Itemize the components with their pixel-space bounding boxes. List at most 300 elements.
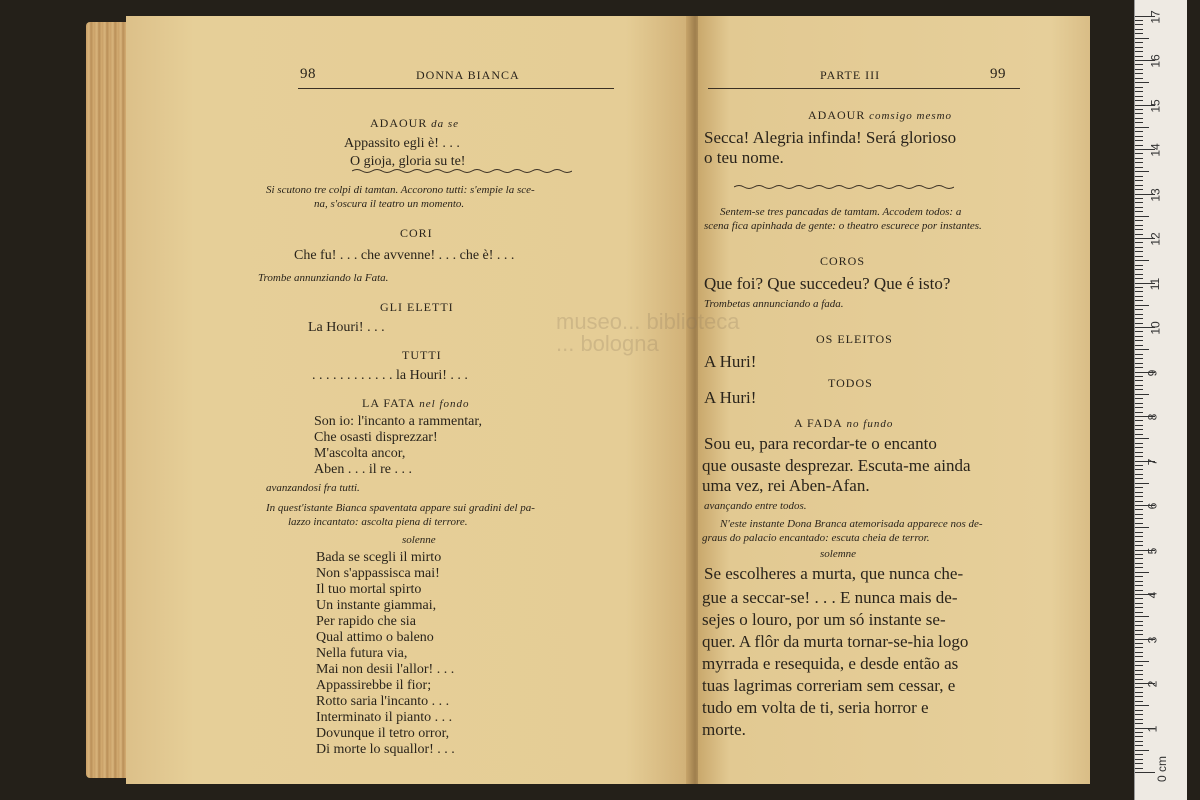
ruler-tick: [1135, 492, 1143, 493]
right-page-number: 99: [990, 66, 1006, 82]
text-line: [316, 582, 421, 598]
ruler-number: 8: [1145, 413, 1160, 421]
ruler-tick: [1135, 496, 1143, 497]
text-line: [266, 184, 535, 196]
ruler-tick: [1135, 652, 1143, 653]
text-line: [316, 598, 436, 614]
ruler-tick: [1135, 572, 1149, 573]
ruler-number: 5: [1145, 547, 1160, 554]
ruler-number: 11: [1148, 277, 1163, 290]
line-stage-direction: da se: [427, 118, 460, 130]
ruler-tick: [1135, 24, 1143, 25]
right-header-rule: [708, 88, 1020, 89]
ruler-tick: [1135, 358, 1143, 359]
line-text: scena fica apinhada de gente: o theatro escurece por instantes.: [704, 220, 982, 232]
right-page: [698, 16, 1090, 784]
ruler-tick: [1135, 532, 1143, 533]
text-line: [702, 588, 957, 608]
ruler-tick: [1135, 438, 1149, 439]
ruler-tick: [1135, 176, 1143, 177]
line-text: Sou eu, para recordar-te o encanto: [704, 434, 937, 453]
text-line: [794, 416, 893, 431]
ruler-tick: [1135, 590, 1143, 591]
text-line: [380, 300, 454, 315]
ruler-tick: [1135, 113, 1143, 114]
ruler-tick: [1135, 242, 1143, 243]
line-text: Appassirebbe il fior;: [316, 678, 432, 693]
ruler-tick: [1135, 465, 1143, 466]
text-line: [316, 694, 449, 710]
ruler-tick: [1135, 759, 1143, 760]
line-text: Il tuo mortal spirto: [316, 582, 422, 597]
ruler-tick: [1135, 710, 1143, 711]
text-line: [316, 646, 407, 662]
text-line: [314, 446, 405, 462]
ruler-tick: [1135, 118, 1143, 119]
ruler-tick: [1135, 260, 1149, 261]
line-text: A Huri!: [704, 352, 757, 371]
ruler-tick: [1135, 558, 1143, 559]
line-text: sejes o louro, por um só instante se-: [702, 610, 946, 629]
line-text: tuas lagrimas correriam sem cessar, e: [702, 676, 956, 695]
text-line: [316, 742, 455, 758]
ruler-tick: [1135, 541, 1143, 542]
ruler-tick: [1135, 567, 1143, 568]
text-line: [704, 128, 956, 148]
text-line: [314, 430, 438, 446]
ruler-tick: [1135, 443, 1143, 444]
text-line: [816, 332, 893, 347]
line-text: N'este instante Dona Branca atemorisada apparece nos de-: [720, 518, 983, 530]
line-text: gue a seccar-se! . . . E nunca mais de-: [702, 588, 958, 607]
ruler-tick: [1135, 211, 1143, 212]
ruler-tick: [1135, 630, 1143, 631]
ruler-tick: [1135, 82, 1149, 83]
text-line: [704, 388, 756, 408]
line-text: que ousaste desprezar. Escuta-me ainda: [702, 456, 971, 475]
line-text: Trombetas annunciando a fada.: [704, 298, 844, 310]
ruler-tick: [1135, 612, 1143, 613]
ruler-tick: [1135, 478, 1143, 479]
ruler-tick: [1135, 394, 1149, 395]
ruler-tick: [1135, 256, 1143, 257]
text-line: [828, 376, 873, 391]
ruler-tick: [1135, 122, 1143, 123]
line-text: Di morte lo squallor! . . .: [316, 742, 455, 757]
ruler-tick: [1135, 153, 1143, 154]
ruler-tick: [1135, 131, 1143, 132]
ruler-tick: [1135, 140, 1143, 141]
line-text: tudo em volta de ti, seria horror e: [702, 698, 929, 717]
line-text: o teu nome.: [704, 148, 784, 167]
right-running-head: PARTE III: [820, 68, 881, 82]
ruler-tick: [1135, 487, 1143, 488]
ruler-tick: [1135, 598, 1143, 599]
ruler-tick: [1135, 225, 1143, 226]
ruler-tick: [1135, 185, 1143, 186]
right-ornament-rule: [734, 184, 954, 190]
text-line: [362, 396, 470, 411]
text-line: [316, 566, 440, 582]
ruler-tick: [1135, 20, 1143, 21]
text-line: [314, 198, 464, 210]
ruler-tick: [1135, 345, 1143, 346]
ruler-tick: [1135, 296, 1143, 297]
ruler-number: 9: [1145, 369, 1160, 376]
ruler-tick: [1135, 736, 1143, 737]
line-text: Un instante giammai,: [316, 598, 437, 613]
ruler-tick: [1135, 42, 1143, 43]
ruler-tick: [1135, 300, 1143, 301]
ruler-tick: [1135, 51, 1143, 52]
ruler-tick: [1135, 87, 1143, 88]
ruler-tick: [1135, 287, 1143, 288]
ruler-tick: [1135, 145, 1143, 146]
text-line: [316, 614, 416, 630]
open-book: [86, 16, 1086, 784]
line-text: Secca! Alegria infinda! Será glorioso: [704, 128, 957, 147]
ruler-tick: [1135, 518, 1143, 519]
line-text: ADAOUR: [808, 108, 866, 122]
ruler-tick: [1135, 679, 1143, 680]
ruler-tick: [1135, 109, 1143, 110]
ruler-tick: [1135, 69, 1143, 70]
line-text: solenne: [402, 534, 436, 546]
line-text: Aben . . . il re . . .: [314, 462, 412, 477]
ruler-tick: [1135, 665, 1143, 666]
ruler-tick: [1135, 247, 1143, 248]
text-line: [808, 108, 952, 123]
text-line: [702, 476, 870, 496]
ruler-tick: [1135, 527, 1149, 528]
ruler-tick: [1135, 656, 1143, 657]
ruler-number: 1: [1145, 725, 1160, 732]
text-line: [316, 630, 434, 646]
text-line: [294, 248, 514, 264]
line-text: morte.: [702, 720, 746, 739]
line-text: Interminato il pianto . . .: [316, 710, 453, 725]
ruler-tick: [1135, 198, 1143, 199]
ruler-tick: [1135, 78, 1143, 79]
line-text: Se escolheres a murta, que nunca che-: [704, 564, 964, 583]
ruler-tick: [1135, 581, 1143, 582]
text-line: [314, 462, 412, 478]
line-text: myrrada e resequida, e desde então as: [702, 654, 959, 673]
line-text: Non s'appassisca mai!: [316, 566, 440, 581]
ruler-tick: [1135, 38, 1149, 39]
ruler-tick: [1135, 73, 1143, 74]
ruler-tick: [1135, 398, 1143, 399]
line-text: Per rapido che sia: [316, 614, 416, 629]
ruler-tick: [1135, 536, 1143, 537]
ruler-tick: [1135, 251, 1143, 252]
line-text: na, s'oscura il teatro un momento.: [314, 198, 465, 210]
text-line: [258, 272, 388, 284]
ruler-tick: [1135, 96, 1143, 97]
text-line: [704, 274, 950, 294]
ruler-tick: [1135, 403, 1143, 404]
line-text: Si scutono tre colpi di tamtan. Accorono tutti: s'empie la sce-: [266, 184, 535, 196]
text-line: [308, 320, 385, 336]
ruler-tick: [1135, 407, 1143, 408]
text-line: [402, 534, 436, 546]
line-text: Trombe annunziando la Fata.: [258, 272, 389, 284]
ruler-tick: [1135, 340, 1143, 341]
line-stage-direction: comsigo mesmo: [865, 110, 953, 122]
line-text: TODOS: [828, 376, 873, 390]
ruler-tick: [1135, 585, 1143, 586]
ruler-tick: [1135, 385, 1143, 386]
ruler-tick: [1135, 220, 1143, 221]
ruler-tick: [1135, 167, 1143, 168]
text-line: [704, 500, 807, 512]
ruler-tick: [1135, 278, 1143, 279]
ruler-tick: [1135, 554, 1143, 555]
ruler-tick: [1135, 603, 1143, 604]
ruler-tick: [1135, 687, 1143, 688]
ruler-number: 4: [1145, 591, 1160, 599]
ruler-tick: [1135, 750, 1149, 751]
ruler-tick: [1135, 772, 1155, 773]
ruler-tick: [1135, 47, 1143, 48]
line-text: O gioja, gloria su te!: [350, 154, 466, 169]
ruler-tick: [1135, 474, 1143, 475]
library-watermark: [556, 311, 739, 355]
line-text: M'ascolta ancor,: [314, 446, 406, 461]
line-text: avançando entre todos.: [704, 500, 807, 512]
ruler-tick: [1135, 469, 1143, 470]
line-text: Rotto saria l'incanto . . .: [316, 694, 450, 709]
ruler-tick: [1135, 269, 1143, 270]
left-page: [126, 16, 694, 784]
line-text: Qual attimo o baleno: [316, 630, 434, 645]
ruler-tick: [1135, 625, 1143, 626]
line-text: OS ELEITOS: [816, 332, 893, 346]
ruler-tick: [1135, 189, 1143, 190]
ruler-tick: [1135, 643, 1143, 644]
ruler-tick: [1135, 616, 1149, 617]
ruler-tick: [1135, 127, 1149, 128]
text-line: [316, 710, 452, 726]
ruler-tick: [1135, 452, 1143, 453]
text-line: [344, 136, 460, 152]
ruler-tick: [1135, 719, 1143, 720]
line-text: lazzo incantato: ascolta piena di terrore.: [288, 516, 468, 528]
text-line: [266, 502, 535, 514]
line-text: LA FATA: [362, 396, 416, 410]
ruler-tick: [1135, 389, 1143, 390]
line-text: Son io: l'incanto a rammentar,: [314, 414, 482, 429]
ruler-tick: [1135, 100, 1143, 101]
ruler-tick: [1135, 229, 1143, 230]
line-text: La Houri! . . .: [308, 320, 385, 335]
text-line: [704, 564, 963, 584]
ruler-number: 15: [1148, 98, 1163, 113]
ruler-tick: [1135, 674, 1143, 675]
ruler-tick: [1135, 670, 1143, 671]
ruler-tick: [1135, 456, 1143, 457]
ruler-tick: [1135, 162, 1143, 163]
text-line: [702, 610, 946, 630]
line-text: Nella futura via,: [316, 646, 408, 661]
line-text: quer. A flôr da murta tornar-se-hia logo: [702, 632, 969, 651]
text-line: [704, 148, 784, 168]
ruler-tick: [1135, 745, 1143, 746]
text-line: [314, 414, 482, 430]
ruler-tick: [1135, 696, 1143, 697]
ruler-number: 3: [1145, 636, 1160, 643]
ruler-tick: [1135, 367, 1143, 368]
ruler-tick: [1135, 501, 1143, 502]
left-ornament-rule: [352, 168, 572, 174]
text-line: [312, 368, 468, 384]
text-line: [702, 532, 930, 544]
text-line: [370, 116, 459, 131]
line-stage-direction: no fundo: [842, 418, 894, 430]
measuring-ruler: [1134, 0, 1187, 800]
text-line: [316, 726, 449, 742]
ruler-number: 14: [1148, 143, 1163, 157]
ruler-tick: [1135, 647, 1143, 648]
ruler-tick: [1135, 514, 1143, 515]
ruler-tick: [1135, 158, 1143, 159]
text-line: [702, 456, 971, 476]
left-header-rule: [298, 88, 614, 89]
text-line: [316, 550, 441, 566]
line-text: ADAOUR: [370, 116, 428, 130]
text-line: [720, 518, 983, 530]
ruler-number: 7: [1145, 458, 1160, 465]
line-text: A Huri!: [704, 388, 757, 407]
ruler-tick: [1135, 354, 1143, 355]
ruler-number: 6: [1145, 502, 1160, 510]
text-line: [266, 482, 360, 494]
line-text: TUTTI: [402, 348, 442, 362]
ruler-tick: [1135, 33, 1143, 34]
ruler-tick: [1135, 732, 1143, 733]
text-line: [402, 348, 442, 363]
ruler-tick: [1135, 376, 1143, 377]
ruler-tick: [1135, 234, 1143, 235]
text-line: [400, 226, 433, 241]
ruler-tick: [1135, 509, 1143, 510]
text-line: [704, 352, 756, 372]
line-text: Che fu! . . . che avvenne! . . . che è! . . .: [294, 248, 515, 263]
ruler-tick: [1135, 180, 1143, 181]
left-page-number: 98: [300, 66, 316, 82]
ruler-tick: [1135, 447, 1143, 448]
ruler-tick: [1135, 318, 1143, 319]
ruler-tick: [1135, 754, 1143, 755]
ruler-number: 12: [1148, 232, 1163, 246]
line-text: GLI ELETTI: [380, 300, 454, 314]
line-text: . . . . . . . . . . . . la Houri! . . .: [312, 368, 468, 383]
ruler-tick: [1135, 701, 1143, 702]
line-text: uma vez, rei Aben-Afan.: [702, 476, 870, 495]
line-text: Mai non desii l'allor! . . .: [316, 662, 455, 677]
ruler-tick: [1135, 576, 1143, 577]
line-text: Che osasti disprezzar!: [314, 430, 438, 445]
line-text: In quest'istante Bianca spaventata appare sui gradini del pa-: [266, 502, 535, 514]
ruler-number: 13: [1148, 187, 1163, 202]
ruler-tick: [1135, 523, 1143, 524]
ruler-tick: [1135, 363, 1143, 364]
ruler-number: 2: [1145, 680, 1160, 688]
ruler-tick: [1135, 349, 1149, 350]
ruler-tick: [1135, 331, 1143, 332]
line-stage-direction: nel fondo: [415, 398, 470, 410]
watermark-line: ... bologna: [556, 331, 659, 356]
text-line: [720, 206, 961, 218]
line-text: solemne: [820, 548, 857, 560]
ruler-tick: [1135, 429, 1143, 430]
ruler-tick: [1135, 563, 1143, 564]
ruler-tick: [1135, 323, 1143, 324]
ruler-tick: [1135, 265, 1143, 266]
ruler-tick: [1135, 91, 1143, 92]
text-line: [702, 676, 955, 696]
ruler-tick: [1135, 202, 1143, 203]
ruler-tick: [1135, 723, 1143, 724]
line-text: avanzandosi fra tutti.: [266, 482, 360, 494]
ruler-tick: [1135, 420, 1143, 421]
ruler-tick: [1135, 380, 1143, 381]
line-text: graus do palacio encantado: escuta cheia de terror.: [702, 532, 930, 544]
text-line: [702, 654, 958, 674]
text-line: [820, 548, 856, 560]
ruler-tick: [1135, 425, 1143, 426]
text-line: [288, 516, 467, 528]
ruler-tick: [1135, 56, 1143, 57]
text-line: [316, 662, 454, 678]
ruler-number: 10: [1148, 321, 1163, 335]
ruler-tick: [1135, 216, 1149, 217]
ruler-tick: [1135, 305, 1149, 306]
left-running-head: DONNA BIANCA: [416, 68, 520, 82]
ruler-tick: [1135, 64, 1143, 65]
text-line: [702, 720, 746, 740]
line-text: Dovunque il tetro orror,: [316, 726, 450, 741]
ruler-tick: [1135, 661, 1149, 662]
ruler-unit-label: 0 cm: [1155, 755, 1170, 783]
text-line: [704, 434, 937, 454]
ruler-tick: [1135, 274, 1143, 275]
ruler-tick: [1135, 291, 1143, 292]
text-line: [704, 220, 982, 232]
line-text: Bada se scegli il mirto: [316, 550, 442, 565]
text-line: [702, 698, 929, 718]
line-text: A FADA: [794, 416, 843, 430]
ruler-tick: [1135, 607, 1143, 608]
ruler-tick: [1135, 309, 1143, 310]
line-text: Sentem-se tres pancadas de tamtam. Accodem todos: a: [720, 206, 962, 218]
text-line: [820, 254, 865, 269]
line-text: CORI: [400, 226, 433, 240]
line-text: COROS: [820, 254, 866, 268]
line-text: Que foi? Que succedeu? Que é isto?: [704, 274, 951, 293]
ruler-tick: [1135, 434, 1143, 435]
watermark-line: museo... biblioteca: [556, 309, 740, 334]
ruler-tick: [1135, 29, 1143, 30]
ruler-tick: [1135, 207, 1143, 208]
text-line: [702, 632, 968, 652]
ruler-tick: [1135, 692, 1143, 693]
ruler-tick: [1135, 171, 1149, 172]
ruler-tick: [1135, 634, 1143, 635]
ruler-tick: [1135, 336, 1143, 337]
ruler-tick: [1135, 314, 1143, 315]
ruler-tick: [1135, 763, 1143, 764]
